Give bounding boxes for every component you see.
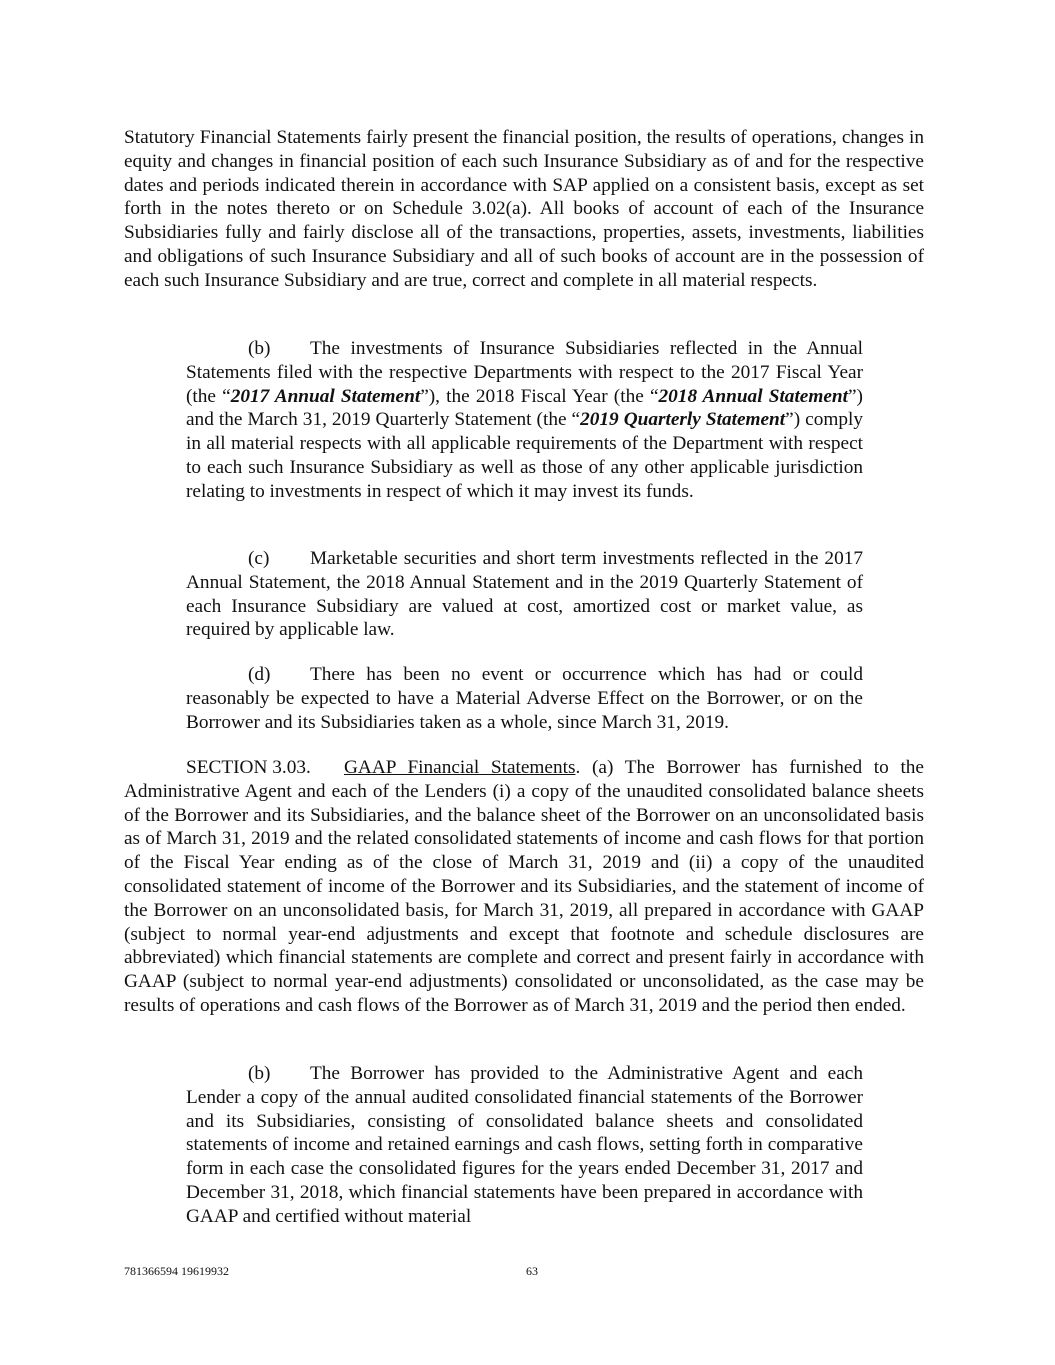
paragraph-c-securities — [186, 547, 863, 642]
paragraph-text: ”) comply in all material respects with all applicable requirements of the Department with respect to each such Insurance Subsidiary as well as those of any other applicable jurisdiction relating to investments in respect of which it may invest its funds. — [186, 409, 863, 502]
defined-term: 2017 Annual Statement — [230, 385, 421, 407]
paragraph-text: Statutory Financial Statements fairly present the financial position, the results of operations, changes in equity and changes in financial position of each such Insurance Subsidiary as of and for the respective dates and periods indicated therein in accordance with SAP applied on a consistent basis, except as set forth in the notes thereto or on Schedule 3.02(a). All books of account of each of the Insurance Subsidiaries fully and fairly disclose all of the transactions, properties, assets, investments, liabilities and obligations of such Insurance Subsidiary and all of such books of account are in the possession of each such Insurance Subsidiary and are true, correct and complete in all material respects. — [124, 127, 924, 291]
section-3-03 — [124, 756, 924, 1018]
paragraph-d-no-event — [186, 663, 863, 734]
paragraph-text: ”) and the March 31, 2019 Quarterly Statement (the “ — [186, 385, 863, 431]
section-number: SECTION 3.03. — [186, 757, 311, 778]
paragraph-label: (b) — [248, 1063, 271, 1084]
paragraph-text: Marketable securities and short term investments reflected in the 2017 Annual Statement, the 2018 Annual Statement and in the 2019 Quarterly Statement of each Insurance Subsidiary are valued at cost, amortized cost or market value, as required by applicable law. — [186, 548, 863, 641]
paragraph-text: There has been no event or occurrence which has had or could reasonably be expected to have a Material Adverse Effect on the Borrower, or on the Borrower and its Subsidiaries taken as a whole, since March 31, 2019. — [186, 664, 863, 733]
paragraph-label: (d) — [248, 664, 271, 685]
footer-page-number: 63 — [526, 1264, 538, 1278]
footer-document-id: 781366594 19619932 — [124, 1264, 229, 1278]
paragraph-label: (b) — [248, 338, 271, 359]
paragraph-text: The investments of Insurance Subsidiaries reflected in the Annual Statements filed with the respective Departments with respect to the 2017 Fiscal Year (the “ — [186, 338, 863, 407]
paragraph-label: (c) — [248, 548, 270, 569]
paragraph-b-investments — [186, 337, 863, 504]
paragraph-text: The Borrower has provided to the Administrative Agent and each Lender a copy of the annual audited consolidated financial statements of the Borrower and its Subsidiaries, consisting of consolidated balance sheets and consolidated statements of income and retained earnings and cash flows, setting forth in comparative form in each case the consolidated figures for the years ended December 31, 2017 and December 31, 2018, which financial statements have been prepared in accordance with GAAP and certified without material — [186, 1063, 863, 1227]
paragraph-b-audited-statements — [186, 1062, 863, 1229]
section-heading: GAAP Financial Statements — [344, 757, 576, 778]
defined-term: 2019 Quarterly Statement — [580, 409, 786, 431]
section-text: . (a) The Borrower has furnished to the Administrative Agent and each of the Lenders (i) a copy of the unaudited consolidated balance sheets of the Borrower and its Subsidiaries, and the balance sheet of the Borrower on an unconsolidated basis as of March 31, 2019 and the related consolidated statements of income and cash flows for that portion of the Fiscal Year ending as of the close of March 31, 2019 and (ii) a copy of the unaudited consolidated statement of income of the Borrower and its Subsidiaries, and the statement of income of the Borrower on an unconsolidated basis, for March 31, 2019, all prepared in accordance with GAAP (subject to normal year-end adjustments and except that footnote and schedule disclosures are abbreviated) which financial statements are complete and correct and present fairly in accordance with GAAP (subject to normal year-end adjustments) consolidated or unconsolidated, as the case may be results of operations and cash flows of the Borrower as of March 31, 2019 and the period then ended. — [124, 757, 924, 1016]
paragraph-text: ”), the 2018 Fiscal Year (the “ — [420, 385, 659, 407]
paragraph-statutory-statements — [124, 126, 924, 293]
defined-term: 2018 Annual Statement — [658, 385, 848, 407]
